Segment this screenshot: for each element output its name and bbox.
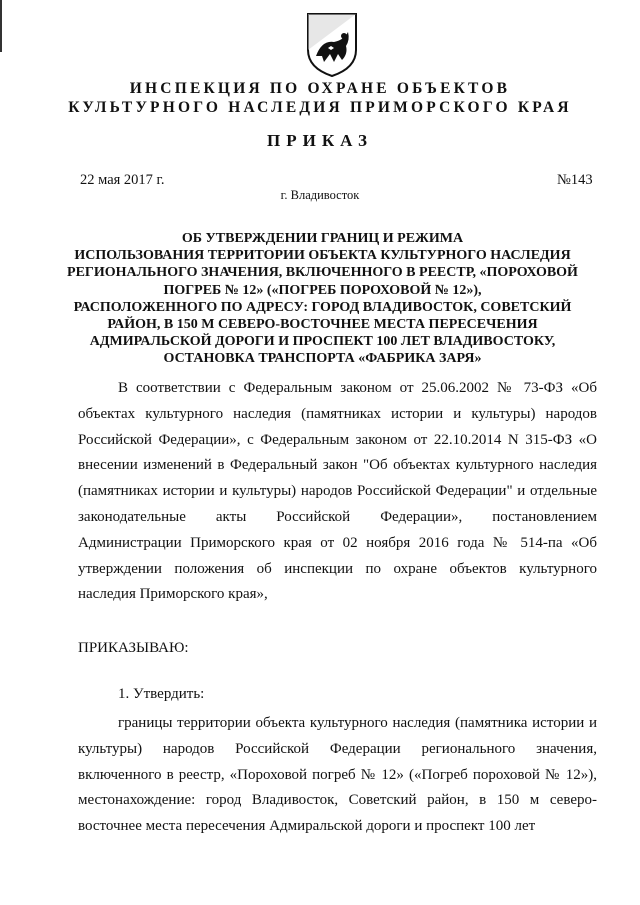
title-line: РАЙОН, В 150 М СЕВЕРО-ВОСТОЧНЕЕ МЕСТА ПЕРЕСЕЧЕНИЯ xyxy=(107,317,538,333)
document-title xyxy=(60,230,585,368)
order-item-1-paragraph xyxy=(78,711,597,840)
preamble-text: В соответствии с Федеральным законом от 25.06.2002 № 73-ФЗ «Об объектах культурного наследия (памятниках истории и культуры) народов Российской Федерации», с Федеральным законом от 22.10.2014 N 315-ФЗ «О внесении изменений в Федеральный закон "Об объектах культурного наследия (памятниках истории и культуры) народов Российской Федерации" и отдельные законодательные акты Российской Федерации», постановлением Администрации Приморского края от 02 ноября 2016 года № 514-па «Об утверждении положения об инспекции по охране объектов культурного наследия Приморского края», xyxy=(78,380,597,603)
document-number: №143 xyxy=(557,172,593,188)
title-line: РАСПОЛОЖЕННОГО ПО АДРЕСУ: ГОРОД ВЛАДИВОСТОК, СОВЕТСКИЙ xyxy=(73,299,572,315)
document-city: г. Владивосток xyxy=(280,188,360,202)
order-item-1-text: границы территории объекта культурного наследия (памятника истории и культуры) народов Российской Федерации регионального значения, включенного в реестр, «Пороховой погреб № 12» («Погреб пороховой № 12»), местонахождение: город Владивосток, Советский район, в 150 м северо-восточнее места пересечения Адмиральской дороги и проспект 100 лет xyxy=(78,715,597,835)
org-name-line-1: ИНСПЕКЦИЯ ПО ОХРАНЕ ОБЪЕКТОВ xyxy=(129,80,511,97)
scan-edge-mark xyxy=(0,0,2,52)
org-name-line-2: КУЛЬТУРНОГО НАСЛЕДИЯ ПРИМОРСКОГО КРАЯ xyxy=(68,99,572,116)
title-line: ОБ УТВЕРЖДЕНИИ ГРАНИЦ И РЕЖИМА xyxy=(181,231,464,246)
title-line: РЕГИОНАЛЬНОГО ЗНАЧЕНИЯ, ВКЛЮЧЕННОГО В РЕЕСТР, «ПОРОХОВОЙ xyxy=(67,265,578,281)
title-line: ПОГРЕБ № 12» («ПОГРЕБ ПОРОХОВОЙ № 12»), xyxy=(163,282,482,298)
document-type: ПРИКАЗ xyxy=(267,131,373,150)
preamble-paragraph xyxy=(78,376,597,608)
title-line: АДМИРАЛЬСКОЙ ДОРОГИ И ПРОСПЕКТ 100 ЛЕТ ВЛАДИВОСТОКУ, xyxy=(89,334,556,350)
order-item-1-heading: 1. Утвердить: xyxy=(118,686,205,702)
title-line: ОСТАНОВКА ТРАНСПОРТА «ФАБРИКА ЗАРЯ» xyxy=(163,351,482,367)
order-word: ПРИКАЗЫВАЮ: xyxy=(78,640,189,656)
title-line: ИСПОЛЬЗОВАНИЯ ТЕРРИТОРИИ ОБЪЕКТА КУЛЬТУРНОГО НАСЛЕДИЯ xyxy=(74,248,571,264)
document-date: 22 мая 2017 г. xyxy=(80,172,165,188)
primorsky-coat-of-arms-icon xyxy=(304,10,360,78)
